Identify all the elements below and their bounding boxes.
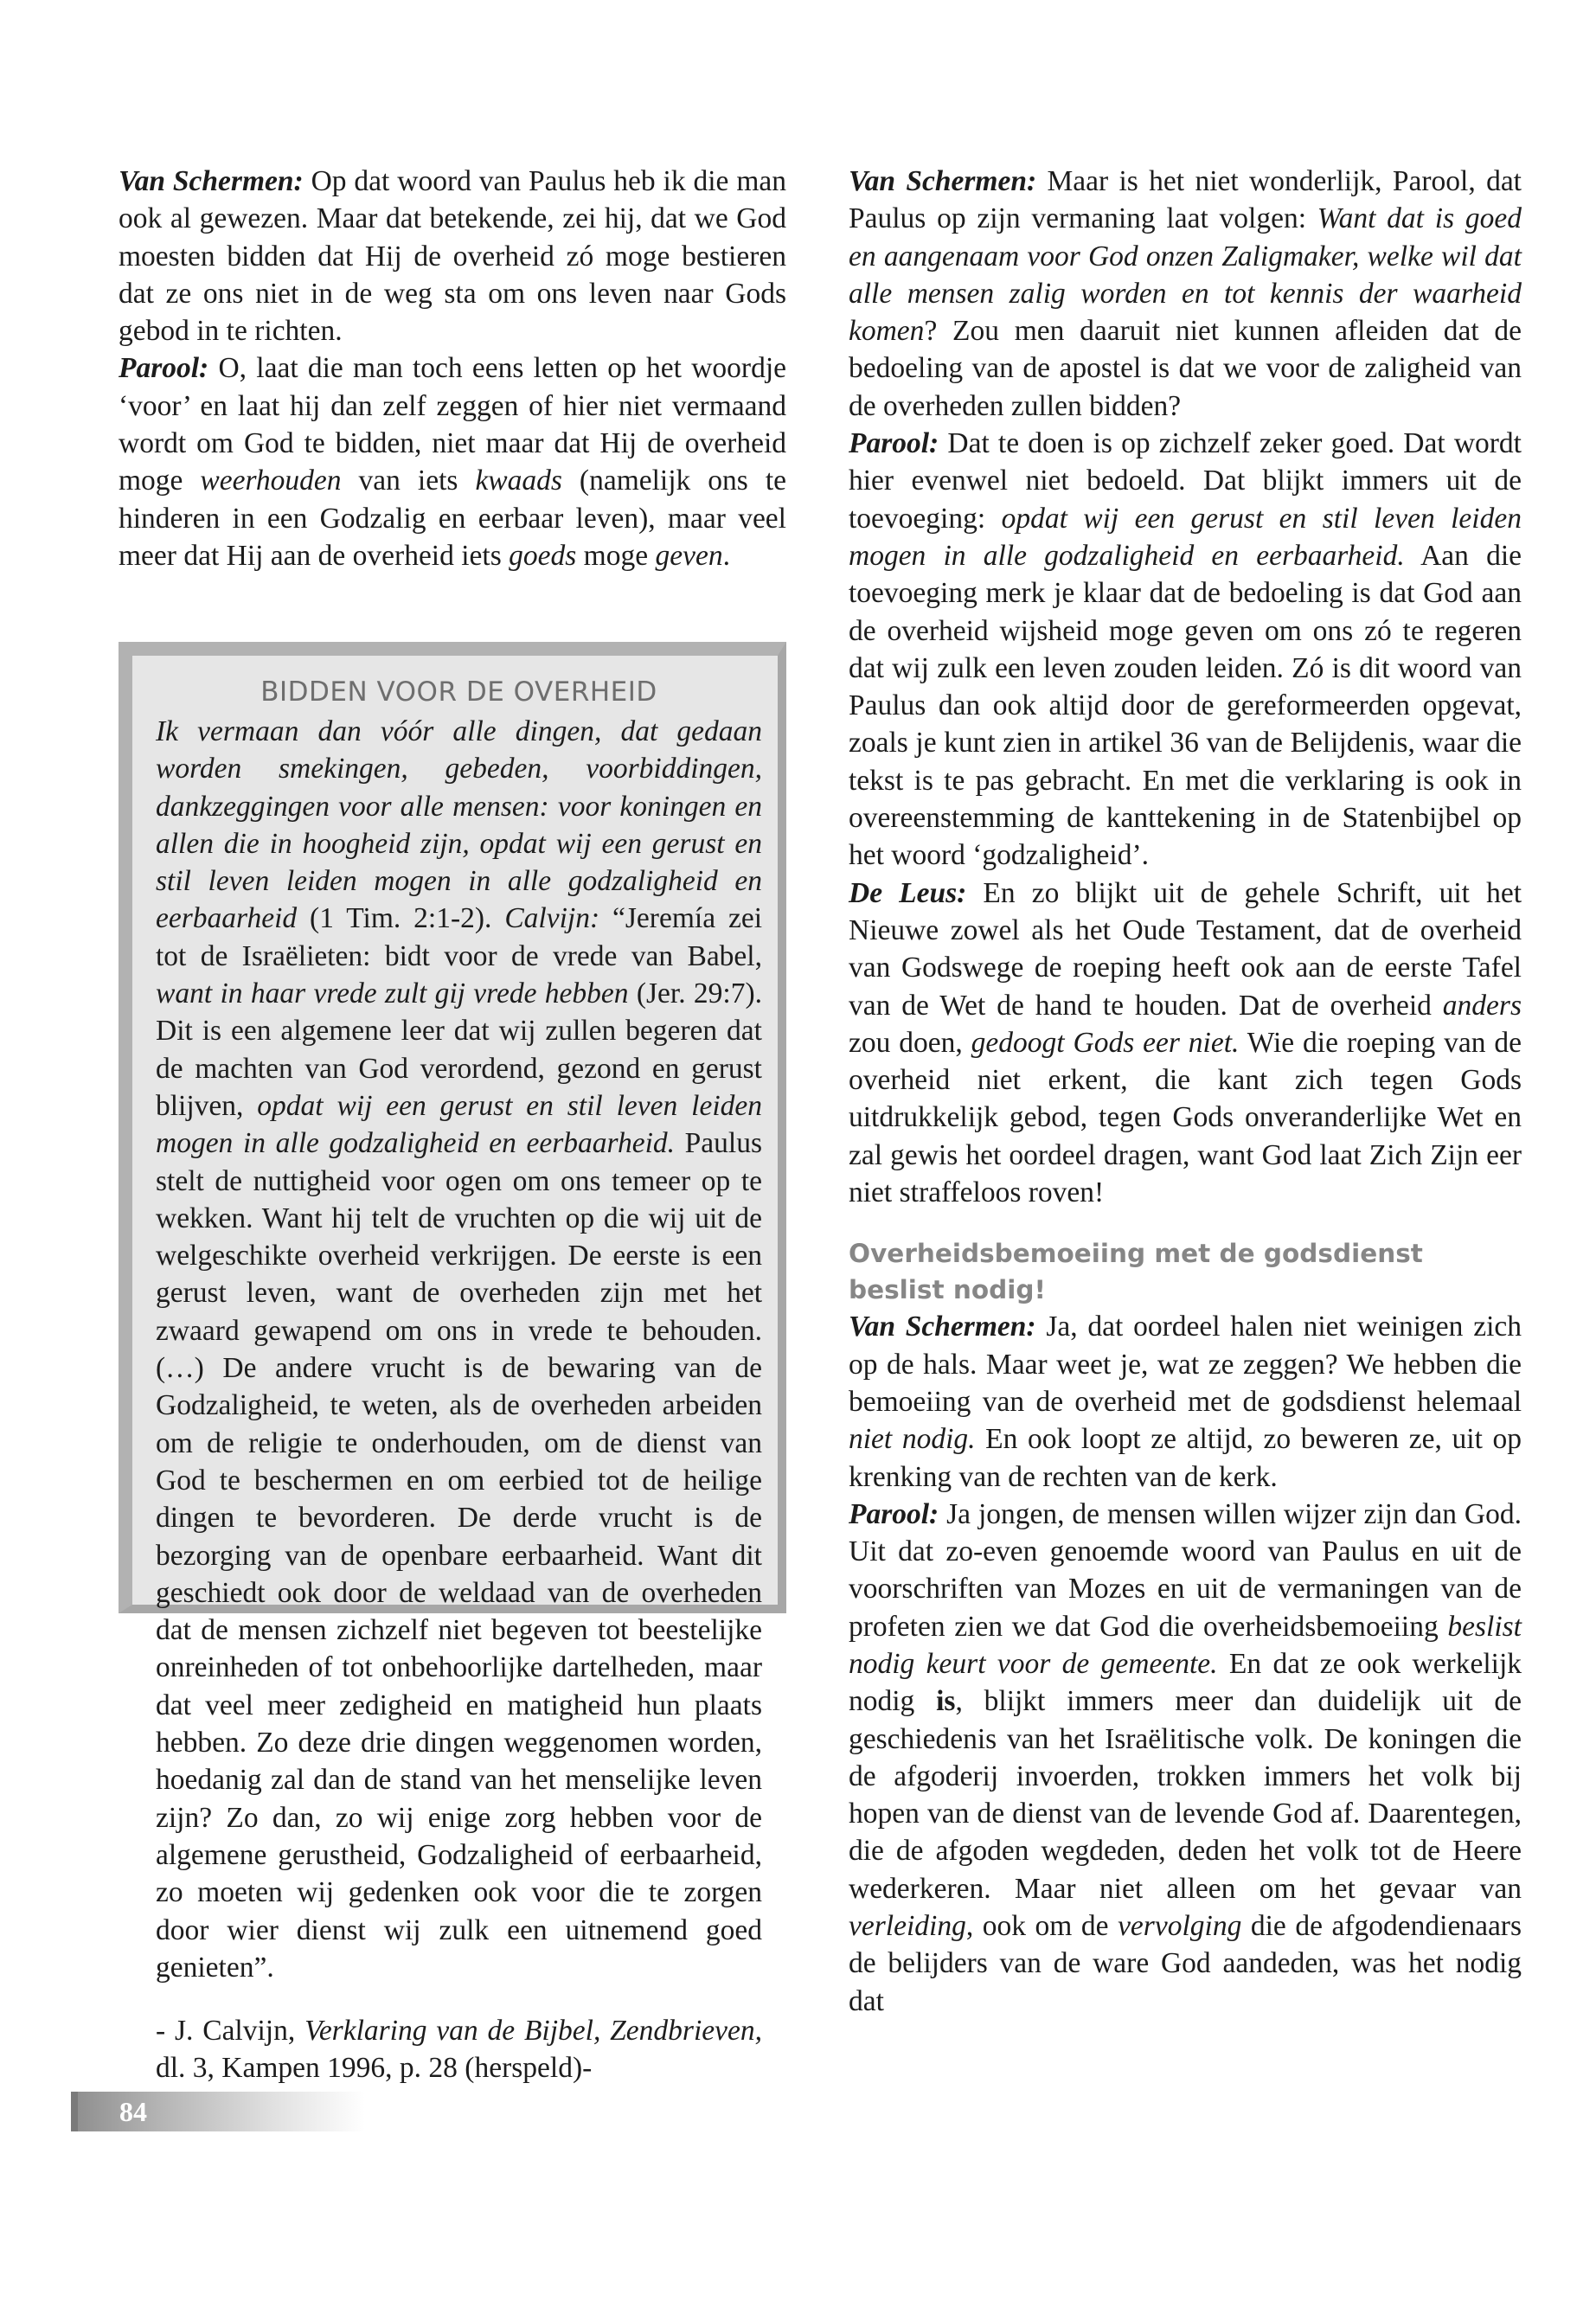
paragraph-text: Wie die roeping van de overheid niet erkent, die kant zich tegen Gods uitdrukkelijk gebod, tegen Gods onveranderlijke Wet en zal gewis het oordeel dragen, want God laat Zich Zijn eer niet straffeloos roven! bbox=[849, 1026, 1522, 1209]
speaker-label: Parool: bbox=[119, 352, 209, 385]
emphasis: anders bbox=[1442, 989, 1522, 1022]
paragraph-text: Op dat woord van Paulus heb ik die man ook al gewezen. Maar dat betekende, zei hij, dat we God moesten bidden dat Hij de overheid zó moge bestieren dat ze ons niet in de weg sta om ons leven naar Gods gebod in te richten. bbox=[119, 165, 786, 348]
source-text: dl. 3, Kampen 1996, p. 28 (herspeld)- bbox=[156, 2052, 593, 2085]
paragraph bbox=[849, 875, 1522, 1212]
speaker-label: De Leus: bbox=[849, 876, 967, 909]
paragraph-text: van iets bbox=[341, 465, 476, 497]
paragraph-text: Ja jongen, de mensen willen wijzer zijn dan God. Uit dat zo-even genoemde woord van Paulus en uit de voorschriften van Mozes en uit de vermaningen van de profeten zien we dat God die overheidsbemoeiing bbox=[849, 1497, 1522, 1643]
emphasis: gedoogt Gods eer niet. bbox=[971, 1026, 1240, 1059]
paragraph bbox=[849, 1308, 1522, 1495]
paragraph-text: Ja, dat oordeel halen niet weinigen zich op de hals. Maar weet je, wat ze zeggen? We hebben die bemoeiing van de overheid met de godsdienst helemaal bbox=[849, 1311, 1522, 1418]
source-title: Verklaring van de Bijbel, Zendbrieven, bbox=[304, 2015, 762, 2048]
speaker-label: Parool: bbox=[849, 427, 939, 460]
emphasis: geven bbox=[655, 539, 723, 572]
paragraph-text: ? Zou men daaruit niet kunnen afleiden dat de bedoeling van de apostel is dat we voor de zaligheid van de overheden zullen bidden? bbox=[849, 315, 1522, 422]
paragraph bbox=[849, 163, 1522, 425]
emphasis: Want dat is goed en aangenaam voor God onzen Zaligmaker, welke wil dat alle mensen zalig worden en tot kennis der waarheid komen bbox=[849, 202, 1522, 348]
paragraph-text: Maar is het niet wonderlijk, Parool, dat Paulus op zijn vermaning laat volgen: bbox=[849, 165, 1522, 235]
strong-text: is bbox=[936, 1685, 956, 1718]
speaker-label: Van Schermen: bbox=[849, 1311, 1036, 1343]
paragraph bbox=[849, 425, 1522, 875]
emphasis: Calvijn: bbox=[504, 902, 600, 935]
emphasis: weerhouden bbox=[200, 465, 342, 497]
paragraph-text: En dat ze ook werkelijk nodig bbox=[849, 1647, 1522, 1718]
page-number: 84 bbox=[119, 2096, 147, 2127]
paragraph bbox=[119, 163, 786, 349]
emphasis: beslist nodig keurt voor de gemeente. bbox=[849, 1610, 1522, 1680]
emphasis: goeds bbox=[509, 539, 577, 572]
paragraph-text: , blijkt immers meer dan duidelijk uit de geschiedenis van het Israëlitische volk. De koningen die de afgoderij invoerden, trokken immers het volk bij hopen van de dienst van de levende God af. Daarentegen, die de afgoden wegdeden, deden het volk tot de Heere wederkeren. Maar niet alleen om het gevaar van bbox=[849, 1685, 1522, 1905]
quote-box bbox=[119, 642, 786, 2085]
emphasis: Ik vermaan dan vóór alle dingen, dat gedaan worden smekingen, gebeden, voorbiddingen, dankzeggingen voor alle mensen: voor koningen en allen die in hoogheid zijn, opdat wij een gerust en stil leven leiden mogen in alle godzaligheid en eerbaarheid bbox=[156, 715, 762, 935]
section-heading: Overheidsbemoeiing met de godsdienst beslist nodig! bbox=[849, 1239, 1423, 1305]
paragraph-text: . bbox=[722, 539, 730, 572]
page-bar-edge bbox=[71, 2092, 78, 2131]
source-text: - J. Calvijn, bbox=[156, 2015, 305, 2048]
speaker-label: Van Schermen: bbox=[849, 165, 1037, 197]
quote-box-source bbox=[156, 2012, 762, 2087]
paragraph-text: (namelijk ons te hinderen in een Godzalig en eerbaar leven), maar veel meer dat Hij aan de overheid iets bbox=[119, 465, 786, 572]
paragraph-text: En zo blijkt uit de gehele Schrift, uit het Nieuwe zowel als het Oude Testament, dat de overheid van Godswege de roeping heeft ook aan de eerste Tafel van de Wet de hand te houden. Dat de overheid bbox=[849, 876, 1522, 1022]
emphasis: want in haar vrede zult gij vrede hebben bbox=[156, 977, 629, 1010]
paragraph-text: die de afgodendienaars de belijders van de ware God aandeden, was het nodig dat bbox=[849, 1910, 1522, 2017]
paragraph-text: O, laat die man toch eens letten op het woordje ‘voor’ en laat hij dan zelf zeggen of hier niet vermaand wordt om God te bidden, niet maar dat Hij de overheid moge bbox=[119, 352, 786, 497]
paragraph-text: zou doen, bbox=[849, 1026, 971, 1059]
speaker-label: Parool: bbox=[849, 1497, 939, 1530]
paragraph-text: En ook loopt ze altijd, zo beweren ze, uit op krenking van de rechten van de kerk. bbox=[849, 1423, 1522, 1493]
paragraph-text: (Jer. 29:7). Dit is een algemene leer dat wij zullen begeren dat de machten van God verordend, gezond en gerust blijven, bbox=[156, 977, 762, 1122]
paragraph-text: Dat te doen is op zichzelf zeker goed. Dat wordt hier evenwel niet bedoeld. Dat blijkt immers uit de toevoeging: bbox=[849, 427, 1522, 535]
emphasis: verleiding bbox=[849, 1910, 966, 1943]
quote-box-title: BIDDEN VOOR DE OVERHEID bbox=[260, 676, 657, 708]
emphasis: vervolging bbox=[1118, 1910, 1242, 1943]
paragraph-text: “Jeremía zei tot de Israëlieten: bidt voor de vrede van Babel, bbox=[156, 902, 763, 972]
paragraph bbox=[849, 1496, 1522, 2020]
paragraph-text: Aan die toevoeging merk je klaar dat de bedoeling is dat God aan de overheid wijsheid moge geven om ons zó te regeren dat wij zulk een leven zouden leiden. Zó is dit woord van Paulus dan ook altijd door de gereformeerden opgevat, zoals je kunt zien in artikel 36 van de Belijdenis, waar die tekst is te pas gebracht. En met die verklaring is ook in overeenstemming de kanttekening in de Statenbijbel op het woord ‘godzaligheid’. bbox=[849, 539, 1522, 872]
paragraph bbox=[119, 349, 786, 574]
paragraph-text: , ook om de bbox=[965, 1910, 1118, 1943]
paragraph-text: Paulus stelt de nuttigheid voor ogen om ons temeer op te wekken. Want hij telt de vruchten op die wij uit de welgeschikte overheid verkrijgen. De eerste is een gerust leven, want de overheden zijn met het zwaard gewapend om ons in vrede te behouden. (…) De andere vrucht is de bewaring van de Godzaligheid, te weten, als de overheden arbeiden om de religie te onderhouden, om de dienst van God te beschermen en om eerbied tot de heilige dingen te bevorderen. De derde vrucht is de bezorging van de openbare eerbaarheid. Want dit geschiedt ook door de weldaad van de overheden dat de mensen zichzelf niet begeven tot beestelijke onreinheden of tot onbehoorlijke dartelheden, maar dat veel meer zedigheid en matigheid hun plaats hebben. Zo deze drie dingen weggenomen worden, hoedanig zal dan de stand van het menselijke leven zijn? Zo dan, zo wij enige zorg hebben voor de algemene gerustheid, Godzaligheid of eerbaarheid, zo moeten wij gedenken ook voor die te zorgen door wier dienst wij zulk een uitnemend goed genieten”. bbox=[156, 1127, 762, 1984]
quote-box-body bbox=[156, 713, 762, 1986]
left-column bbox=[119, 163, 786, 574]
paragraph-text: moge bbox=[576, 539, 656, 572]
page-number-bar bbox=[71, 2092, 365, 2131]
emphasis: opdat wij een gerust en stil leven leiden mogen in alle godzaligheid en eerbaarheid. bbox=[849, 502, 1522, 572]
emphasis: opdat wij een gerust en stil leven leiden mogen in alle godzaligheid en eerbaarheid. bbox=[156, 1089, 762, 1160]
emphasis: kwaads bbox=[475, 465, 562, 497]
speaker-label: Van Schermen: bbox=[119, 165, 304, 197]
emphasis: niet nodig. bbox=[849, 1423, 976, 1456]
right-column bbox=[849, 163, 1522, 2020]
paragraph-text: (1 Tim. 2:1-2). bbox=[297, 902, 505, 935]
